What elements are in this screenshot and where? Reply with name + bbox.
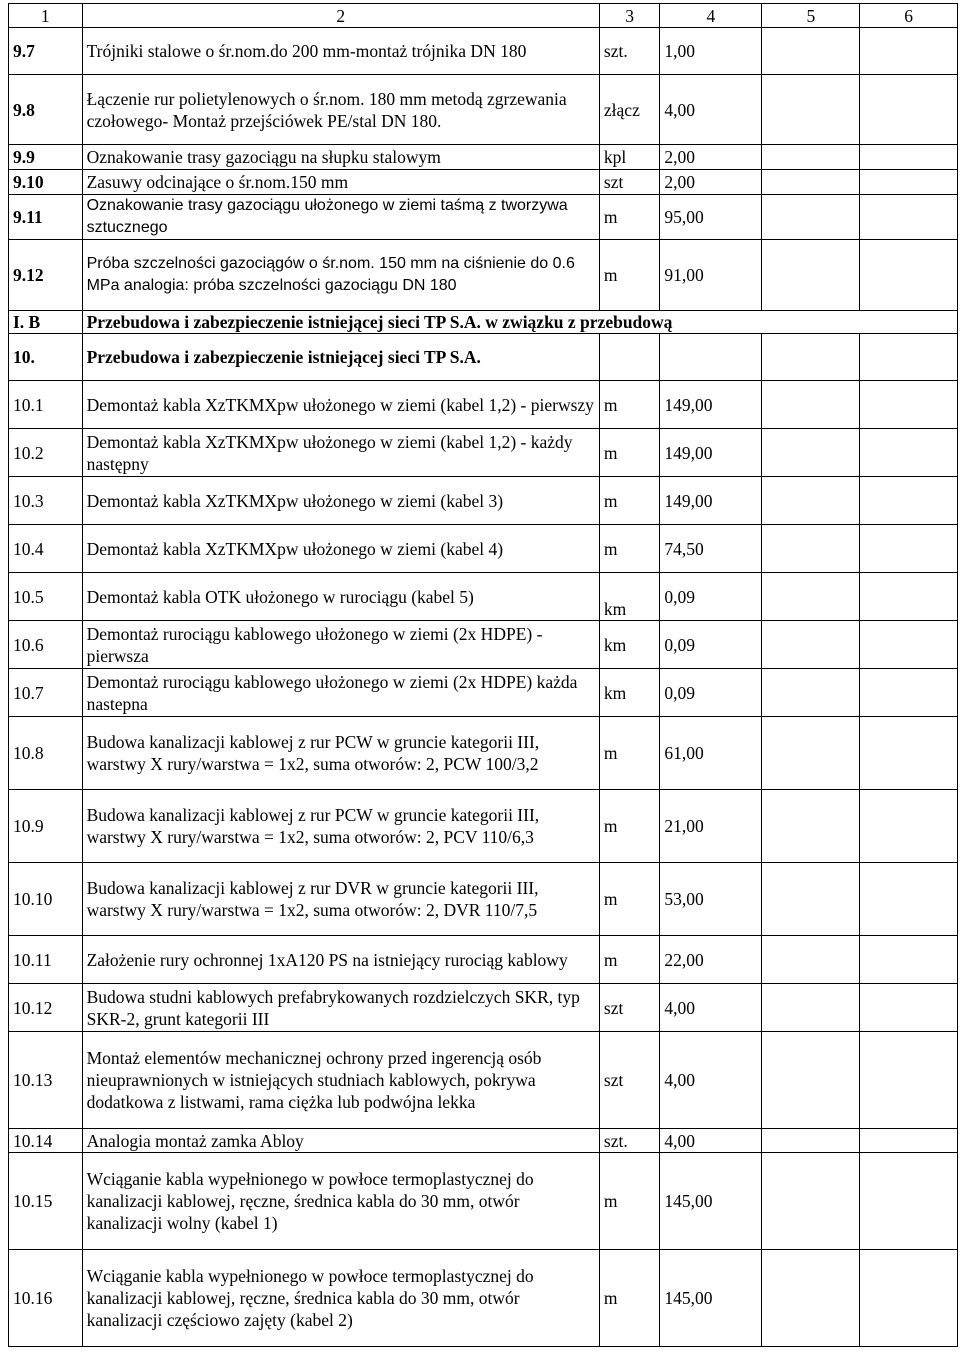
empty-cell [762, 28, 860, 75]
empty-cell [860, 429, 958, 477]
empty-cell [860, 75, 958, 145]
header-cell: 6 [860, 4, 958, 28]
empty-cell [860, 381, 958, 429]
item-quantity: 1,00 [660, 28, 762, 75]
table-row [9, 573, 958, 621]
item-unit: szt [599, 170, 659, 195]
item-number: 9.10 [9, 170, 83, 195]
empty-cell [860, 170, 958, 195]
item-description: Demontaż rurociągu kablowego ułożonego w ziemi (2x HDPE) każda nastepna [82, 669, 599, 717]
item-unit: m [599, 429, 659, 477]
item-unit: szt. [599, 1129, 659, 1153]
item-quantity: 74,50 [660, 525, 762, 573]
header-cell: 1 [9, 4, 83, 28]
empty-cell [762, 525, 860, 573]
item-unit: km [599, 621, 659, 669]
item-description: Oznakowanie trasy gazociągu na słupku stalowym [82, 145, 599, 170]
item-unit: złącz [599, 75, 659, 145]
item-quantity: 149,00 [660, 381, 762, 429]
bill-of-quantities-table [8, 3, 958, 1347]
item-quantity: 0,09 [660, 621, 762, 669]
empty-cell [860, 621, 958, 669]
empty-cell [762, 669, 860, 717]
item-number: 10.6 [9, 621, 83, 669]
empty-cell [762, 195, 860, 240]
item-description: Montaż elementów mechanicznej ochrony przed ingerencją osób nieuprawnionych w istniejących studniach kablowych, pokrywa dodatkowa z listwami, rama ciężka lub podwójna lekka [82, 1032, 599, 1129]
item-unit: m [599, 863, 659, 936]
item-unit: km [599, 669, 659, 717]
subsection-heading-row [9, 334, 958, 381]
table-row [9, 525, 958, 573]
empty-cell [762, 240, 860, 311]
item-number: 10.9 [9, 790, 83, 863]
item-description: Budowa kanalizacji kablowej z rur DVR w gruncie kategorii III, warstwy X rury/warstwa = 1x2, suma otworów: 2, DVR 110/7,5 [82, 863, 599, 936]
empty-cell [860, 145, 958, 170]
item-description: Demontaż rurociągu kablowego ułożonego w ziemi (2x HDPE) - pierwsza [82, 621, 599, 669]
table-row [9, 621, 958, 669]
item-description: Wciąganie kabla wypełnionego w powłoce termoplastycznej do kanalizacji kablowej, ręczne, średnica kabla do 30 mm, otwór kanalizacji wolny (kabel 1) [82, 1153, 599, 1250]
empty-cell [860, 669, 958, 717]
empty-cell [762, 75, 860, 145]
item-number: 10.10 [9, 863, 83, 936]
item-description: Łączenie rur polietylenowych o śr.nom. 180 mm metodą zgrzewania czołowego- Montaż przejściówek PE/stal DN 180. [82, 75, 599, 145]
item-unit: m [599, 477, 659, 525]
item-number: 10.15 [9, 1153, 83, 1250]
item-quantity: 53,00 [660, 863, 762, 936]
item-number: 10.7 [9, 669, 83, 717]
empty-cell [860, 717, 958, 790]
header-cell: 4 [660, 4, 762, 28]
empty-cell [762, 170, 860, 195]
empty-cell [762, 145, 860, 170]
item-quantity: 2,00 [660, 170, 762, 195]
item-quantity: 4,00 [660, 75, 762, 145]
empty-cell [860, 334, 958, 381]
table-row [9, 240, 958, 311]
item-description: Wciąganie kabla wypełnionego w powłoce termoplastycznej do kanalizacji kablowej, ręczne, średnica kabla do 30 mm, otwór kanalizacji częściowo zajęty (kabel 2) [82, 1250, 599, 1347]
empty-cell [860, 863, 958, 936]
item-number: 10.14 [9, 1129, 83, 1153]
empty-cell [762, 1032, 860, 1129]
table-row [9, 717, 958, 790]
table-row [9, 28, 958, 75]
empty-cell [860, 1153, 958, 1250]
empty-cell [762, 334, 860, 381]
empty-cell [860, 195, 958, 240]
column-number-header-row [9, 4, 958, 28]
item-description: Oznakowanie trasy gazociągu ułożonego w ziemi taśmą z tworzywa sztucznego [82, 195, 599, 240]
item-unit: m [599, 525, 659, 573]
item-number: 10.5 [9, 573, 83, 621]
item-number: 10.3 [9, 477, 83, 525]
item-description: Demontaż kabla XzTKMXpw ułożonego w ziemi (kabel 3) [82, 477, 599, 525]
empty-cell [860, 28, 958, 75]
empty-cell [860, 936, 958, 984]
item-unit: m [599, 790, 659, 863]
empty-cell [860, 790, 958, 863]
empty-cell [762, 936, 860, 984]
item-quantity: 4,00 [660, 984, 762, 1032]
item-description: Demontaż kabla XzTKMXpw ułożonego w ziemi (kabel 4) [82, 525, 599, 573]
table-row [9, 145, 958, 170]
item-number: 10.4 [9, 525, 83, 573]
item-number: 10.1 [9, 381, 83, 429]
empty-cell [860, 573, 958, 621]
item-unit: szt [599, 1032, 659, 1129]
item-unit: m [599, 1250, 659, 1347]
empty-cell [860, 240, 958, 311]
header-cell: 2 [82, 4, 599, 28]
item-description: Założenie rury ochronnej 1xA120 PS na istniejący rurociąg kablowy [82, 936, 599, 984]
item-unit: kpl [599, 145, 659, 170]
empty-cell [599, 334, 659, 381]
item-description: Demontaż kabla OTK ułożonego w rurociągu (kabel 5) [82, 573, 599, 621]
empty-cell [762, 573, 860, 621]
item-number: 10.13 [9, 1032, 83, 1129]
item-number: 10.16 [9, 1250, 83, 1347]
item-description: Próba szczelności gazociągów o śr.nom. 150 mm na ciśnienie do 0.6 MPa analogia: próba szczelności gazociągu DN 180 [82, 240, 599, 311]
item-description: Analogia montaż zamka Abloy [82, 1129, 599, 1153]
item-description: Demontaż kabla XzTKMXpw ułożonego w ziemi (kabel 1,2) - każdy następny [82, 429, 599, 477]
table-row [9, 1153, 958, 1250]
item-quantity: 0,09 [660, 669, 762, 717]
item-description: Budowa kanalizacji kablowej z rur PCW w gruncie kategorii III, warstwy X rury/warstwa = 1x2, suma otworów: 2, PCV 110/6,3 [82, 790, 599, 863]
item-number: 10.8 [9, 717, 83, 790]
item-quantity: 21,00 [660, 790, 762, 863]
item-unit: m [599, 381, 659, 429]
item-quantity: 2,00 [660, 145, 762, 170]
section-number: I. B [9, 311, 83, 334]
table-row [9, 863, 958, 936]
item-quantity: 149,00 [660, 429, 762, 477]
header-cell: 3 [599, 4, 659, 28]
table-row [9, 195, 958, 240]
item-description: Demontaż kabla XzTKMXpw ułożonego w ziemi (kabel 1,2) - pierwszy [82, 381, 599, 429]
item-number: 9.7 [9, 28, 83, 75]
header-cell: 5 [762, 4, 860, 28]
item-quantity: 91,00 [660, 240, 762, 311]
empty-cell [762, 381, 860, 429]
empty-cell [762, 1250, 860, 1347]
item-unit: szt. [599, 28, 659, 75]
empty-cell [762, 984, 860, 1032]
empty-cell [860, 1129, 958, 1153]
item-unit: m [599, 1153, 659, 1250]
item-quantity: 145,00 [660, 1153, 762, 1250]
item-number: 10.2 [9, 429, 83, 477]
item-quantity: 95,00 [660, 195, 762, 240]
item-quantity: 145,00 [660, 1250, 762, 1347]
item-number: 9.8 [9, 75, 83, 145]
table-row [9, 984, 958, 1032]
table-row [9, 669, 958, 717]
item-unit: m [599, 195, 659, 240]
item-number: 10.11 [9, 936, 83, 984]
item-quantity: 149,00 [660, 477, 762, 525]
item-quantity: 22,00 [660, 936, 762, 984]
table-row [9, 429, 958, 477]
section-title: Przebudowa i zabezpieczenie istniejącej sieci TP S.A. w związku z przebudową [82, 311, 957, 334]
item-quantity: 4,00 [660, 1129, 762, 1153]
item-unit: m [599, 717, 659, 790]
empty-cell [762, 863, 860, 936]
empty-cell [860, 477, 958, 525]
item-quantity: 61,00 [660, 717, 762, 790]
section-heading-row [9, 311, 958, 334]
item-unit: km [599, 573, 659, 621]
empty-cell [762, 477, 860, 525]
empty-cell [860, 1032, 958, 1129]
item-number: 9.9 [9, 145, 83, 170]
table-row [9, 477, 958, 525]
empty-cell [762, 1153, 860, 1250]
table-row [9, 790, 958, 863]
empty-cell [762, 621, 860, 669]
item-number: 9.11 [9, 195, 83, 240]
item-description: Zasuwy odcinające o śr.nom.150 mm [82, 170, 599, 195]
table-row [9, 381, 958, 429]
empty-cell [860, 525, 958, 573]
item-quantity: 4,00 [660, 1032, 762, 1129]
table-row [9, 75, 958, 145]
empty-cell [762, 429, 860, 477]
item-quantity: 0,09 [660, 573, 762, 621]
table-row [9, 1250, 958, 1347]
item-number: 10.12 [9, 984, 83, 1032]
item-unit: m [599, 936, 659, 984]
item-unit: m [599, 240, 659, 311]
empty-cell [860, 984, 958, 1032]
table-row [9, 936, 958, 984]
empty-cell [762, 1129, 860, 1153]
section-title: Przebudowa i zabezpieczenie istniejącej sieci TP S.A. [82, 334, 599, 381]
item-description: Budowa kanalizacji kablowej z rur PCW w gruncie kategorii III, warstwy X rury/warstwa = 1x2, suma otworów: 2, PCW 100/3,2 [82, 717, 599, 790]
item-description: Trójniki stalowe o śr.nom.do 200 mm-montaż trójnika DN 180 [82, 28, 599, 75]
empty-cell [860, 1250, 958, 1347]
item-description: Budowa studni kablowych prefabrykowanych rozdzielczych SKR, typ SKR-2, grunt kategorii III [82, 984, 599, 1032]
empty-cell [660, 334, 762, 381]
empty-cell [762, 717, 860, 790]
table-row [9, 170, 958, 195]
empty-cell [762, 790, 860, 863]
section-number: 10. [9, 334, 83, 381]
table-row [9, 1129, 958, 1153]
item-unit: szt [599, 984, 659, 1032]
item-number: 9.12 [9, 240, 83, 311]
table-row [9, 1032, 958, 1129]
